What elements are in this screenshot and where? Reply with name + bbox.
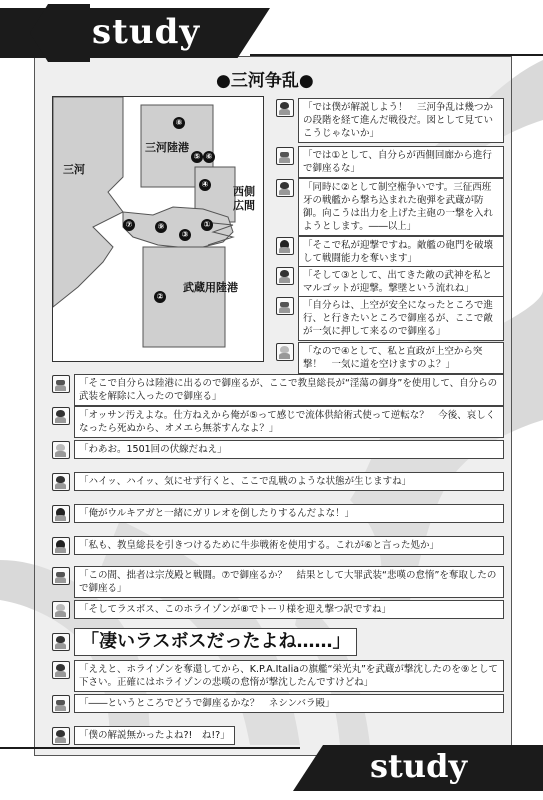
dialogue-text: 「ええと、ホライゾンを奪還してから、K.P.A.Italiaの旗艦“栄光丸”を武蔵が撃沈したのを⑨として下さい。正確にはホライゾンの悲嘆の怠惰が撃沈したんですけどね」 xyxy=(74,660,504,692)
map-marker-5: ⑤ xyxy=(191,151,203,163)
dialogue-item xyxy=(52,566,504,598)
dialogue-text: 「そしてラスボス、このホライゾンが⑧でトーリ様を迎え撃つ訳ですね」 xyxy=(74,600,504,619)
character-icon xyxy=(52,567,70,585)
dialogue-item xyxy=(52,440,504,459)
character-icon xyxy=(52,375,70,393)
dialogue-text: 「オッサン汚えよな。仕方ねえから俺が⑤って感じで流体供給術式使って逆転な？ 今後、哀しくなったら死ぬから、オメエら無茶すんなよ？」 xyxy=(74,406,504,438)
character-icon xyxy=(276,237,294,255)
dialogue-text: 「私も、教皇総長を引きつけるために牛歩戦術を使用する。これが⑥と言った処か」 xyxy=(74,536,504,555)
dialogue-item xyxy=(52,374,504,406)
dialogue-item xyxy=(52,726,352,745)
dialogue-item xyxy=(52,504,504,523)
dialogue-item xyxy=(276,146,504,178)
dialogue-text: 「僕の解説無かったよね?! ね!?」 xyxy=(74,726,235,745)
character-icon xyxy=(52,441,70,459)
footer-title: study xyxy=(370,747,468,785)
dialogue-text-emphasis: 「凄いラスボスだったよね……」 xyxy=(74,628,357,656)
character-icon xyxy=(52,633,70,651)
map-marker-9: ⑨ xyxy=(155,221,167,233)
dialogue-text: 「そこで自分らは陸港に出るので御座るが、ここで教皇総長が“淫蕩の御身”を使用して、自分らの武装を解除に入ったので御座る」 xyxy=(74,374,504,406)
character-icon xyxy=(276,99,294,117)
dialogue-item-emphasis xyxy=(52,628,504,656)
header-title: study xyxy=(92,12,201,52)
map-label-mikawa-port: 三河陸港 xyxy=(145,141,189,154)
section-title: ●三河争乱● xyxy=(216,71,314,91)
map-marker-1: ① xyxy=(201,219,213,231)
map-marker-7: ⑦ xyxy=(123,219,135,231)
character-icon xyxy=(52,661,70,679)
dialogue-item xyxy=(276,296,504,341)
map-marker-3: ③ xyxy=(179,229,191,241)
dialogue-text: 「この間、拙者は宗茂殿と戦闘。⑦で御座るか？ 結果として大罪武装“悲嘆の怠惰”を奪取したので御座る」 xyxy=(74,566,504,598)
dialogue-text: 「同時に②として制空権争いです。三征西班牙の戦艦から撃ち込まれた砲弾を武蔵が防御。向こうは出力を上げた主砲の一撃を入れようとします。――以上」 xyxy=(298,178,504,236)
footer-rule xyxy=(0,747,300,749)
character-icon xyxy=(52,473,70,491)
map-label-musashi-port: 武蔵用陸港 xyxy=(183,281,238,294)
map-label-west-plaza-2: 広間 xyxy=(233,199,255,212)
dialogue-item xyxy=(52,406,504,438)
character-icon xyxy=(52,727,70,745)
character-icon xyxy=(52,407,70,425)
dialogue-text: 「では①として、自分らが西側回廊から進行で御座るな」 xyxy=(298,146,504,178)
character-icon xyxy=(52,537,70,555)
map-marker-8: ⑧ xyxy=(173,117,185,129)
dialogue-text: 「ハイッ、ハイッ、気にせず行くと、ここで乱戦のような状態が生じますね」 xyxy=(74,472,504,491)
dialogue-text: 「なので④として、私と直政が上空から突撃！ 一気に道を空けますのよ？」 xyxy=(298,342,504,374)
dialogue-text: 「では僕が解説しよう！ 三河争乱は幾つかの段階を経て進んだ戦役だ。図として見ていこうじゃないか」 xyxy=(298,98,504,143)
dialogue-item xyxy=(52,536,504,555)
dialogue-text: 「――というところでどうで御座るかな？ ネシンバラ殿」 xyxy=(74,694,504,713)
dialogue-item xyxy=(276,342,504,374)
battle-map xyxy=(52,96,264,362)
dialogue-text: 「そこで私が迎撃ですね。敵艦の砲門を破壊して戦闘能力を奪います」 xyxy=(298,236,504,268)
character-icon xyxy=(276,179,294,197)
map-marker-2: ② xyxy=(154,291,166,303)
map-label-mikawa: 三河 xyxy=(63,163,85,176)
dialogue-item xyxy=(52,660,504,692)
map-marker-6: ⑥ xyxy=(203,151,215,163)
dialogue-item xyxy=(52,472,504,491)
header-rule xyxy=(250,54,543,56)
header-banner xyxy=(0,8,543,58)
dialogue-text: 「俺がウルキアガと一緒にガリレオを倒したりするんだよな！」 xyxy=(74,504,504,523)
dialogue-text: 「わあお。1501回の伏線だねえ」 xyxy=(74,440,504,459)
character-icon xyxy=(276,147,294,165)
map-marker-4: ④ xyxy=(199,179,211,191)
dialogue-item xyxy=(52,600,504,619)
dialogue-text: 「自分らは、上空が安全になったところで進行、と行きたいところで御座るが、ここで敵が一気に押して来るので御座る」 xyxy=(298,296,504,341)
character-icon xyxy=(276,267,294,285)
dialogue-item xyxy=(276,178,504,236)
character-icon xyxy=(276,297,294,315)
dialogue-item xyxy=(276,236,504,268)
character-icon xyxy=(276,343,294,361)
dialogue-item xyxy=(276,266,504,298)
dialogue-text: 「そして③として、出てきた敵の武神を私とマルゴットが迎撃。撃墜という流れね」 xyxy=(298,266,504,298)
character-icon xyxy=(52,505,70,523)
footer-banner xyxy=(0,745,543,795)
dialogue-item xyxy=(52,694,504,713)
dialogue-item xyxy=(276,98,504,143)
character-icon xyxy=(52,695,70,713)
map-label-west-plaza-1: 西側 xyxy=(233,185,255,198)
character-icon xyxy=(52,601,70,619)
